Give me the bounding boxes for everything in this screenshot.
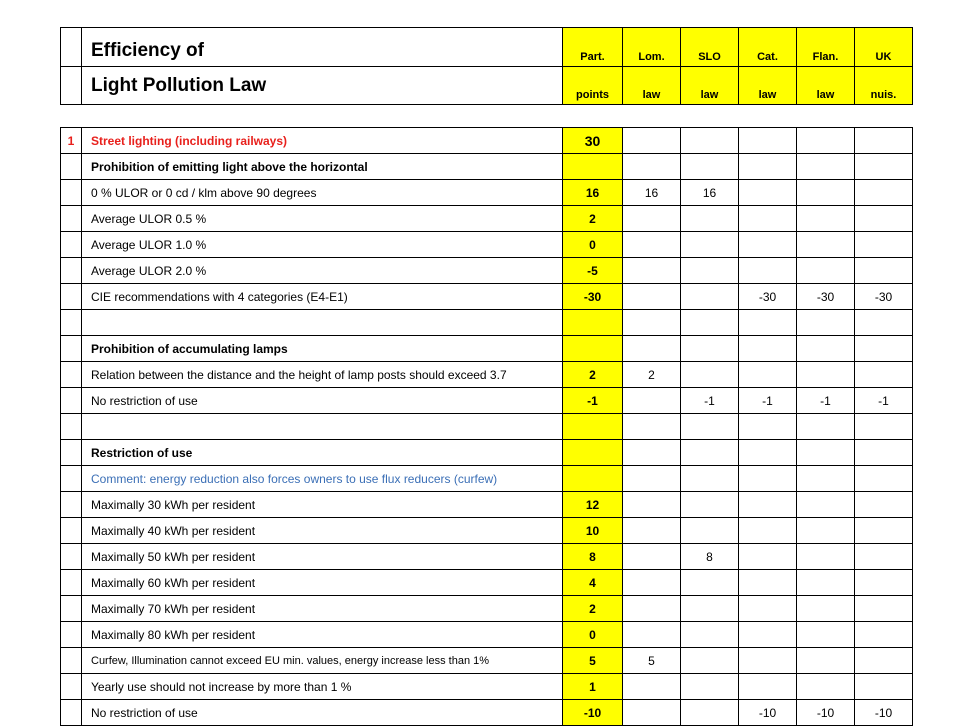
row-description: Average ULOR 2.0 % [82, 258, 563, 284]
row-number [61, 440, 82, 466]
points-cell: 30 [563, 128, 623, 154]
row-description: Prohibition of accumulating lamps [82, 336, 563, 362]
law-value-cell-5 [855, 492, 913, 518]
col-header-top-3: Cat. [739, 28, 797, 67]
law-value-cell-2 [681, 284, 739, 310]
row-description [82, 414, 563, 440]
law-value-cell-1: 16 [623, 180, 681, 206]
law-value-cell-1 [623, 232, 681, 258]
law-value-cell-4 [797, 674, 855, 700]
law-value-cell-5 [855, 518, 913, 544]
law-value-cell-2 [681, 154, 739, 180]
row-number [61, 466, 82, 492]
law-value-cell-1: 5 [623, 648, 681, 674]
law-value-cell-5 [855, 310, 913, 336]
law-value-cell-3: -30 [739, 284, 797, 310]
law-value-cell-5 [855, 440, 913, 466]
points-cell [563, 440, 623, 466]
header-row-1 [61, 28, 913, 67]
law-value-cell-4: -1 [797, 388, 855, 414]
header-number-cell [61, 28, 82, 67]
law-value-cell-3 [739, 414, 797, 440]
row-description: Relation between the distance and the height of lamp posts should exceed 3.7 [82, 362, 563, 388]
points-cell: 12 [563, 492, 623, 518]
law-value-cell-1 [623, 466, 681, 492]
law-value-cell-1 [623, 492, 681, 518]
table-row [61, 622, 913, 648]
law-value-cell-3 [739, 674, 797, 700]
law-value-cell-3 [739, 440, 797, 466]
law-value-cell-3 [739, 544, 797, 570]
table-row [61, 492, 913, 518]
row-number [61, 180, 82, 206]
row-description: Average ULOR 0.5 % [82, 206, 563, 232]
table-row [61, 596, 913, 622]
row-description: Maximally 50 kWh per resident [82, 544, 563, 570]
law-value-cell-2 [681, 232, 739, 258]
law-value-cell-4 [797, 466, 855, 492]
table-row [61, 336, 913, 362]
law-value-cell-5 [855, 570, 913, 596]
row-description: Street lighting (including railways) [82, 128, 563, 154]
row-number [61, 648, 82, 674]
law-value-cell-5 [855, 544, 913, 570]
col-header-bottom-2: law [681, 67, 739, 105]
law-value-cell-2 [681, 206, 739, 232]
law-value-cell-4 [797, 622, 855, 648]
row-number: 1 [61, 128, 82, 154]
table-row [61, 232, 913, 258]
law-value-cell-2 [681, 128, 739, 154]
law-value-cell-3 [739, 622, 797, 648]
law-value-cell-5 [855, 232, 913, 258]
law-value-cell-2 [681, 466, 739, 492]
col-header-top-5: UK [855, 28, 913, 67]
points-cell: 10 [563, 518, 623, 544]
table-row [61, 206, 913, 232]
row-number [61, 388, 82, 414]
row-description: Restriction of use [82, 440, 563, 466]
law-value-cell-1 [623, 206, 681, 232]
law-value-cell-4 [797, 518, 855, 544]
law-value-cell-1 [623, 544, 681, 570]
row-description: 0 % ULOR or 0 cd / klm above 90 degrees [82, 180, 563, 206]
row-description: Maximally 80 kWh per resident [82, 622, 563, 648]
law-value-cell-4 [797, 440, 855, 466]
points-cell [563, 154, 623, 180]
row-number [61, 336, 82, 362]
law-value-cell-4: -10 [797, 700, 855, 726]
law-value-cell-4 [797, 570, 855, 596]
row-number [61, 544, 82, 570]
points-cell: -10 [563, 700, 623, 726]
law-value-cell-2 [681, 492, 739, 518]
col-header-bottom-5: nuis. [855, 67, 913, 105]
law-value-cell-2 [681, 362, 739, 388]
title-line-2: Light Pollution Law [82, 67, 563, 105]
law-value-cell-1 [623, 154, 681, 180]
law-value-cell-4 [797, 310, 855, 336]
row-description: Average ULOR 1.0 % [82, 232, 563, 258]
law-value-cell-4 [797, 154, 855, 180]
table-row [61, 310, 913, 336]
row-number [61, 232, 82, 258]
table-row [61, 414, 913, 440]
row-number [61, 258, 82, 284]
table-row [61, 648, 913, 674]
law-value-cell-2 [681, 596, 739, 622]
row-description: CIE recommendations with 4 categories (E4-E1) [82, 284, 563, 310]
law-value-cell-4 [797, 362, 855, 388]
law-value-cell-1 [623, 284, 681, 310]
col-header-bottom-1: law [623, 67, 681, 105]
points-cell: -5 [563, 258, 623, 284]
law-value-cell-5 [855, 180, 913, 206]
row-description: Prohibition of emitting light above the horizontal [82, 154, 563, 180]
points-cell: 1 [563, 674, 623, 700]
title-line-1: Efficiency of [82, 28, 563, 67]
law-value-cell-4 [797, 492, 855, 518]
table-row [61, 180, 913, 206]
law-value-cell-3 [739, 232, 797, 258]
points-cell: -30 [563, 284, 623, 310]
row-number [61, 700, 82, 726]
row-number [61, 362, 82, 388]
law-value-cell-2 [681, 622, 739, 648]
points-cell: 0 [563, 622, 623, 648]
law-value-cell-4 [797, 258, 855, 284]
law-value-cell-3 [739, 154, 797, 180]
law-value-cell-5 [855, 154, 913, 180]
row-description: Maximally 70 kWh per resident [82, 596, 563, 622]
header-number-cell [61, 67, 82, 105]
law-value-cell-5 [855, 362, 913, 388]
law-value-cell-1 [623, 414, 681, 440]
law-value-cell-3 [739, 570, 797, 596]
header-table [60, 27, 913, 105]
law-value-cell-3 [739, 492, 797, 518]
law-value-cell-3 [739, 180, 797, 206]
points-cell: 4 [563, 570, 623, 596]
points-cell: -1 [563, 388, 623, 414]
law-value-cell-5 [855, 336, 913, 362]
row-number [61, 622, 82, 648]
table-row [61, 128, 913, 154]
law-value-cell-5 [855, 206, 913, 232]
law-value-cell-3 [739, 336, 797, 362]
law-value-cell-1 [623, 570, 681, 596]
row-number [61, 674, 82, 700]
law-value-cell-5 [855, 596, 913, 622]
table-row [61, 258, 913, 284]
points-cell: 16 [563, 180, 623, 206]
row-description: No restriction of use [82, 388, 563, 414]
law-value-cell-2 [681, 336, 739, 362]
law-value-cell-2: 8 [681, 544, 739, 570]
row-description: Maximally 60 kWh per resident [82, 570, 563, 596]
law-value-cell-5 [855, 128, 913, 154]
law-value-cell-4 [797, 596, 855, 622]
row-number [61, 206, 82, 232]
table-row [61, 466, 913, 492]
col-header-top-1: Lom. [623, 28, 681, 67]
table-row [61, 674, 913, 700]
row-number [61, 284, 82, 310]
row-description: Maximally 30 kWh per resident [82, 492, 563, 518]
row-description: Maximally 40 kWh per resident [82, 518, 563, 544]
law-value-cell-2 [681, 674, 739, 700]
law-value-cell-1 [623, 258, 681, 284]
law-value-cell-3 [739, 310, 797, 336]
law-value-cell-1 [623, 440, 681, 466]
law-value-cell-3 [739, 128, 797, 154]
law-value-cell-3 [739, 362, 797, 388]
points-cell [563, 336, 623, 362]
col-header-top-2: SLO [681, 28, 739, 67]
law-value-cell-2 [681, 648, 739, 674]
law-value-cell-3 [739, 518, 797, 544]
law-value-cell-5 [855, 414, 913, 440]
row-number [61, 310, 82, 336]
col-header-bottom-0: points [563, 67, 623, 105]
law-value-cell-2 [681, 414, 739, 440]
points-cell: 5 [563, 648, 623, 674]
law-value-cell-4 [797, 232, 855, 258]
law-value-cell-2 [681, 258, 739, 284]
row-number [61, 518, 82, 544]
law-value-cell-5 [855, 622, 913, 648]
data-table [60, 127, 913, 726]
law-value-cell-1 [623, 336, 681, 362]
law-value-cell-1: 2 [623, 362, 681, 388]
row-description: Yearly use should not increase by more than 1 % [82, 674, 563, 700]
col-header-top-4: Flan. [797, 28, 855, 67]
law-value-cell-5: -30 [855, 284, 913, 310]
table-row [61, 440, 913, 466]
law-value-cell-4 [797, 544, 855, 570]
points-cell: 0 [563, 232, 623, 258]
law-value-cell-3 [739, 648, 797, 674]
law-value-cell-4 [797, 648, 855, 674]
row-number [61, 570, 82, 596]
law-value-cell-5 [855, 466, 913, 492]
points-cell: 2 [563, 596, 623, 622]
row-description [82, 310, 563, 336]
table-row [61, 518, 913, 544]
law-value-cell-1 [623, 674, 681, 700]
law-value-cell-4 [797, 414, 855, 440]
law-value-cell-4 [797, 128, 855, 154]
row-description: No restriction of use [82, 700, 563, 726]
points-cell: 2 [563, 362, 623, 388]
law-value-cell-2 [681, 570, 739, 596]
col-header-bottom-4: law [797, 67, 855, 105]
law-value-cell-5 [855, 648, 913, 674]
law-value-cell-2 [681, 440, 739, 466]
points-cell [563, 466, 623, 492]
row-number [61, 596, 82, 622]
law-value-cell-5 [855, 674, 913, 700]
law-value-cell-2 [681, 518, 739, 544]
law-value-cell-3: -1 [739, 388, 797, 414]
points-cell [563, 414, 623, 440]
row-number [61, 154, 82, 180]
law-value-cell-3 [739, 206, 797, 232]
points-cell: 2 [563, 206, 623, 232]
law-value-cell-1 [623, 388, 681, 414]
law-value-cell-2 [681, 310, 739, 336]
law-value-cell-5 [855, 258, 913, 284]
col-header-top-0: Part. [563, 28, 623, 67]
law-value-cell-1 [623, 310, 681, 336]
table-row [61, 570, 913, 596]
table-row [61, 700, 913, 726]
law-value-cell-5: -1 [855, 388, 913, 414]
law-value-cell-4 [797, 206, 855, 232]
law-value-cell-3 [739, 596, 797, 622]
law-value-cell-2: -1 [681, 388, 739, 414]
law-value-cell-1 [623, 622, 681, 648]
law-value-cell-2: 16 [681, 180, 739, 206]
table-row [61, 154, 913, 180]
row-number [61, 492, 82, 518]
law-value-cell-4: -30 [797, 284, 855, 310]
header-row-2 [61, 67, 913, 105]
table-row [61, 388, 913, 414]
law-value-cell-3: -10 [739, 700, 797, 726]
law-value-cell-2 [681, 700, 739, 726]
table-row [61, 284, 913, 310]
law-value-cell-4 [797, 336, 855, 362]
law-value-cell-5: -10 [855, 700, 913, 726]
points-cell: 8 [563, 544, 623, 570]
law-value-cell-4 [797, 180, 855, 206]
col-header-bottom-3: law [739, 67, 797, 105]
table-row [61, 544, 913, 570]
row-description: Comment: energy reduction also forces owners to use flux reducers (curfew) [82, 466, 563, 492]
table-row [61, 362, 913, 388]
law-value-cell-1 [623, 596, 681, 622]
law-value-cell-3 [739, 258, 797, 284]
law-value-cell-3 [739, 466, 797, 492]
law-value-cell-1 [623, 518, 681, 544]
law-value-cell-1 [623, 700, 681, 726]
law-value-cell-1 [623, 128, 681, 154]
row-description: Curfew, Illumination cannot exceed EU min. values, energy increase less than 1% [82, 648, 563, 674]
row-number [61, 414, 82, 440]
points-cell [563, 310, 623, 336]
